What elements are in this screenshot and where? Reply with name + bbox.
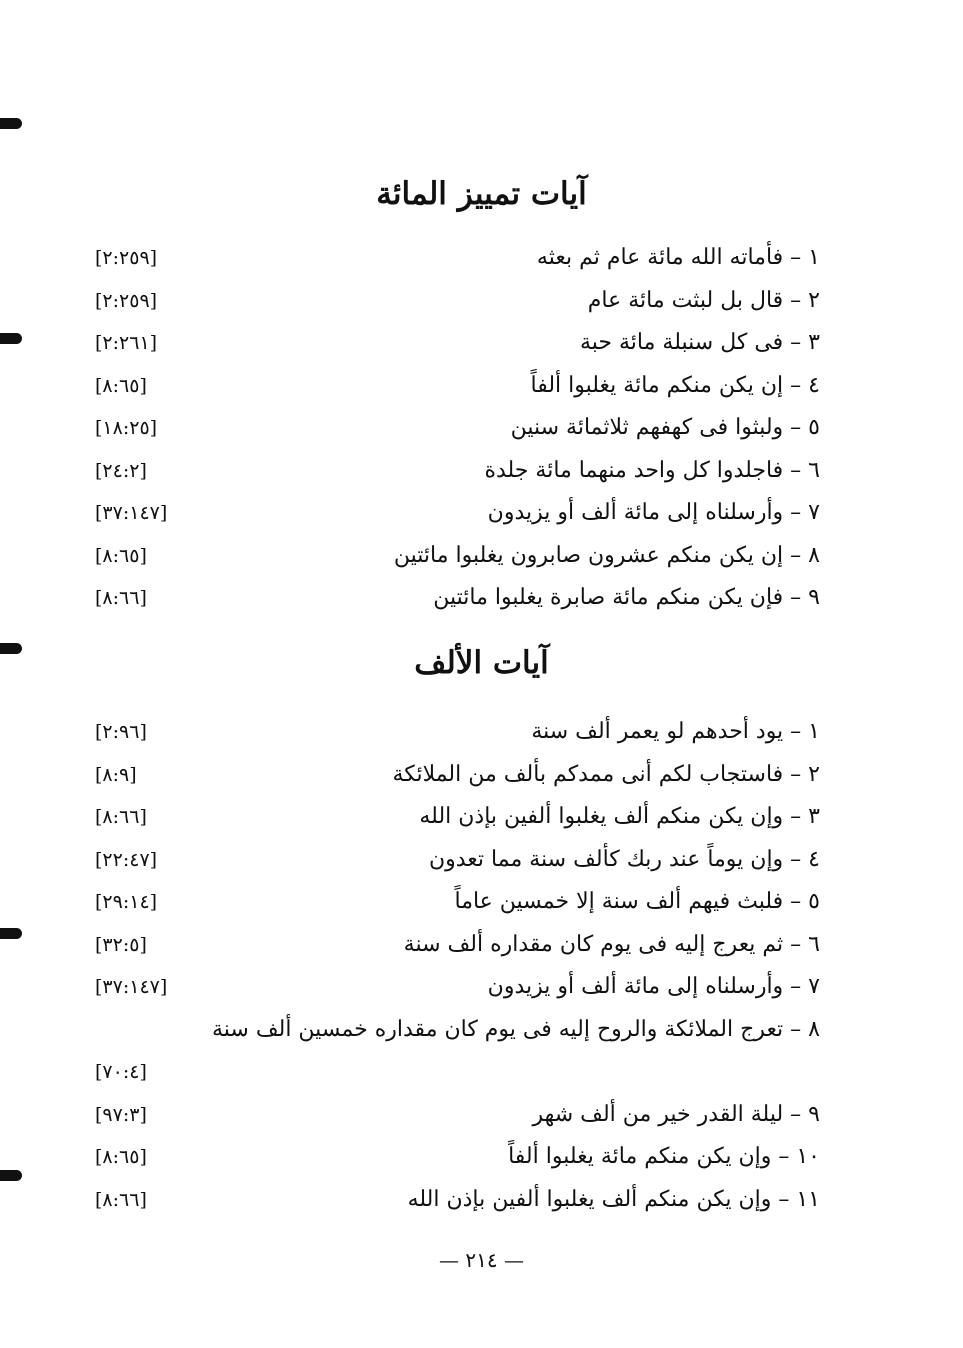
verse-row	[95, 845, 820, 888]
verse-row	[95, 930, 820, 973]
verse-list-thousand	[95, 717, 820, 1227]
binding-mark	[0, 928, 22, 939]
verse-reference: [٢٩:١٤]	[95, 891, 158, 913]
verse-text: ٣ – وإن يكن منكم ألف يغلبوا ألفين بإذن الله	[419, 804, 820, 829]
verse-row	[95, 413, 820, 456]
verse-row	[95, 1185, 820, 1228]
verse-reference: [٢:٩٦]	[95, 721, 147, 743]
verse-text: ٣ – فى كل سنبلة مائة حبة	[579, 330, 820, 355]
verse-text: ٦ – فاجلدوا كل واحد منهما مائة جلدة	[484, 457, 820, 483]
verse-reference: [٣٧:١٤٧]	[95, 502, 168, 524]
verse-row	[95, 1100, 820, 1143]
verse-text: ١٠ – وإن يكن منكم مائة يغلبوا ألفاً	[508, 1144, 820, 1169]
verse-text: ٢ – قال بل لبثت مائة عام	[587, 287, 820, 313]
verse-row	[95, 541, 820, 584]
verse-text: ١ – يود أحدهم لو يعمر ألف سنة	[531, 719, 820, 744]
verse-row	[95, 371, 820, 414]
verse-reference: [٨:٦٦]	[95, 1188, 147, 1211]
verse-row	[95, 243, 820, 286]
verse-row	[95, 1015, 820, 1100]
verse-text: ٩ – فإن يكن منكم مائة صابرة يغلبوا مائتين	[433, 585, 820, 610]
page-number: — ٢١٤ —	[439, 1248, 524, 1272]
verse-list-hundred	[95, 243, 820, 626]
verse-reference: [٨:٦٦]	[95, 587, 147, 609]
verse-text: ٩ – ليلة القدر خير من ألف شهر	[532, 1101, 820, 1127]
verse-text: ٤ – وإن يوماً عند ربك كألف سنة مما تعدون	[428, 846, 820, 872]
binding-mark	[0, 333, 22, 344]
verse-row	[95, 1142, 820, 1185]
verse-reference: [٢٤:٢]	[95, 459, 147, 482]
binding-mark	[0, 118, 22, 129]
verse-reference: [١٨:٢٥]	[95, 417, 158, 439]
verse-reference: [٢:٢٦١]	[95, 332, 158, 354]
verse-text: ٤ – إن يكن منكم مائة يغلبوا ألفاً	[530, 372, 820, 398]
verse-text: ٨ – تعرج الملائكة والروح إليه فى يوم كان مقداره خمسين ألف سنة	[211, 1016, 820, 1042]
verse-text: ٥ – فلبث فيهم ألف سنة إلا خمسين عاماً	[454, 889, 820, 914]
verse-reference: [٣٧:١٤٧]	[95, 976, 168, 998]
verse-reference: [٢:٢٥٩]	[95, 289, 158, 312]
verse-text: ١ – فأماته الله مائة عام ثم بعثه	[536, 245, 820, 270]
verse-reference: [٢٢:٤٧]	[95, 848, 158, 871]
verse-reference: [٣٢:٥]	[95, 933, 147, 956]
verse-reference: [٧٠:٤]	[95, 1060, 147, 1083]
verse-text: ٦ – ثم يعرج إليه فى يوم كان مقداره ألف سنة	[403, 931, 820, 957]
verse-row	[95, 328, 820, 371]
verse-row	[95, 456, 820, 499]
verse-row	[95, 583, 820, 626]
verse-text: ١١ – وإن يكن منكم ألف يغلبوا ألفين بإذن الله	[407, 1186, 820, 1212]
verse-reference: [٨:٦٥]	[95, 374, 147, 397]
section-title-hundred: آيات تمييز المائة	[376, 176, 587, 212]
section-title-thousand: آيات الألف	[414, 645, 549, 681]
verse-text: ٧ – وأرسلناه إلى مائة ألف أو يزيدون	[487, 974, 820, 999]
verse-reference: [٨:٩]	[95, 763, 137, 786]
verse-row	[95, 286, 820, 329]
verse-reference: [٨:٦٦]	[95, 806, 147, 828]
verse-row	[95, 802, 820, 845]
binding-mark	[0, 1170, 22, 1181]
verse-row	[95, 717, 820, 760]
verse-text: ٢ – فاستجاب لكم أنى ممدكم بألف من الملائكة	[392, 761, 820, 787]
verse-reference: [٩٧:٣]	[95, 1103, 147, 1126]
verse-row	[95, 498, 820, 541]
verse-reference: [٨:٦٥]	[95, 1146, 147, 1168]
verse-row	[95, 760, 820, 803]
verse-text: ٧ – وأرسلناه إلى مائة ألف أو يزيدون	[487, 500, 820, 525]
verse-text: ٨ – إن يكن منكم عشرون صابرون يغلبوا مائتين	[393, 542, 820, 568]
verse-text: ٥ – ولبثوا فى كهفهم ثلاثمائة سنين	[510, 415, 820, 440]
verse-reference: [٨:٦٥]	[95, 544, 147, 567]
verse-row	[95, 972, 820, 1015]
verse-row	[95, 887, 820, 930]
verse-reference: [٢:٢٥٩]	[95, 247, 158, 269]
